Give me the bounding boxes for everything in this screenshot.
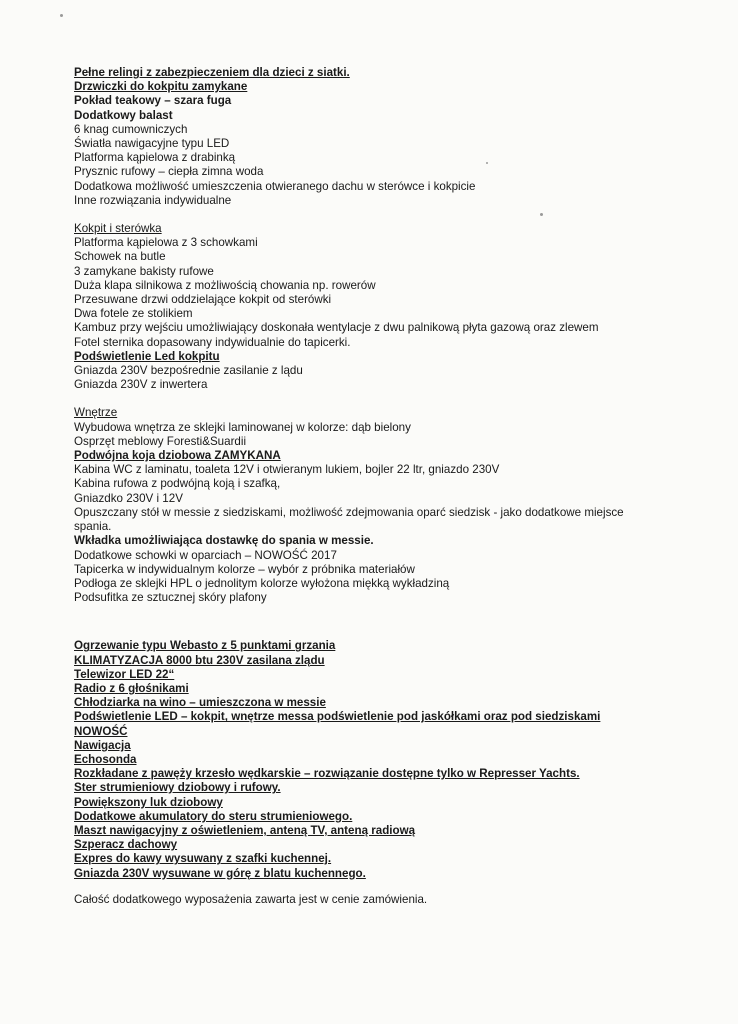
closing-note: Całość dodatkowego wyposażenia zawarta jest w cenie zamówienia. xyxy=(74,892,428,906)
document-line: Drzwiczki do kokpitu zamykane xyxy=(74,80,248,94)
document-line: Chłodziarka na wino – umieszczona w messie xyxy=(74,696,326,710)
document-line: Osprzęt meblowy Foresti&Suardii xyxy=(74,434,247,448)
document-line: Światła nawigacyjne typu LED xyxy=(74,137,230,151)
document-line: Opuszczany stół w messie z siedziskami, możliwość zdejmowania oparć siedzisk - jako dodatkowe miejsce xyxy=(74,505,624,519)
document-line: Szperacz dachowy xyxy=(74,838,178,852)
extras-list xyxy=(74,639,694,880)
document-line: Prysznic rufowy – ciepła zimna woda xyxy=(74,165,264,179)
document-line: Podświetlenie Led kokpitu xyxy=(74,349,220,363)
document-line: Echosonda xyxy=(74,752,137,766)
document-line: Gniazda 230V bezpośrednie zasilanie z lądu xyxy=(74,364,303,378)
document-line: Podświetlenie LED – kokpit, wnętrze messa podświetlenie pod jaskółkami oraz pod siedziskami xyxy=(74,710,601,724)
document-line: Nawigacja xyxy=(74,738,131,752)
document-line: 6 knag cumowniczych xyxy=(74,122,188,136)
document-line: Fotel sternika dopasowany indywidualnie do tapicerki. xyxy=(74,335,351,349)
document-line: Schowek na butle xyxy=(74,250,166,264)
document-line: Dodatkowy balast xyxy=(74,108,173,122)
document-line: Dwa fotele ze stolikiem xyxy=(74,307,193,321)
document-line: Kabina WC z laminatu, toaleta 12V i otwieranym lukiem, bojler 22 ltr, gniazdo 230V xyxy=(74,463,500,477)
interior-section-list xyxy=(74,421,694,606)
equipment-top-list xyxy=(74,66,694,208)
document-line: spania. xyxy=(74,520,112,534)
interior-section-heading: Wnętrze xyxy=(74,406,118,420)
document-line: NOWOŚĆ xyxy=(74,724,128,738)
document-line: Podsufitka ze sztucznej skóry plafony xyxy=(74,591,267,605)
document-line: Expres do kawy wysuwany z szafki kuchennej. xyxy=(74,852,332,866)
document-line: Duża klapa silnikowa z możliwością chowania np. rowerów xyxy=(74,278,376,292)
document-line: Gniazdko 230V i 12V xyxy=(74,491,183,505)
document-line: Radio z 6 głośnikami xyxy=(74,681,189,695)
document-line: Kambuz przy wejściu umożliwiający doskonała wentylacje z dwu palnikową płyta gazową oraz zlewem xyxy=(74,321,599,335)
cockpit-section-list xyxy=(74,236,694,392)
document-line: Tapicerka w indywidualnym kolorze – wybór z próbnika materiałów xyxy=(74,562,415,576)
document-line: Platforma kąpielowa z drabinką xyxy=(74,151,236,165)
document-line: Podłoga ze sklejki HPL o jednolitym kolorze wyłożona miękką wykładziną xyxy=(74,576,450,590)
document-line: Wybudowa wnętrza ze sklejki laminowanej w kolorze: dąb bielony xyxy=(74,420,411,434)
document-line: Przesuwane drzwi oddzielające kokpit od sterówki xyxy=(74,293,332,307)
document-line: Maszt nawigacyjny z oświetleniem, anteną TV, anteną radiową xyxy=(74,823,416,837)
document-line: Podwójna koja dziobowa ZAMYKANA xyxy=(74,449,281,463)
document-line: Dodatkowe schowki w oparciach – NOWOŚĆ 2017 xyxy=(74,548,337,562)
document-line: Rozkładane z pawęży krzesło wędkarskie – rozwiązanie dostępne tylko w Represser Yachts. xyxy=(74,767,580,781)
document-line: Gniazda 230V wysuwane w górę z blatu kuchennego. xyxy=(74,866,366,880)
document-line: Ogrzewanie typu Webasto z 5 punktami grzania xyxy=(74,639,336,653)
document-line: Telewizor LED 22“ xyxy=(74,667,175,681)
document-line: Inne rozwiązania indywidualne xyxy=(74,193,232,207)
document-line: Kabina rufowa z podwójną koją i szafką, xyxy=(74,477,281,491)
document-line: Dodatkowa możliwość umieszczenia otwieranego dachu w sterówce i kokpicie xyxy=(74,179,476,193)
document-content xyxy=(74,66,694,907)
document-line: 3 zamykane bakisty rufowe xyxy=(74,264,214,278)
document-line: Platforma kąpielowa z 3 schowkami xyxy=(74,236,258,250)
document-line: Pełne relingi z zabezpieczeniem dla dzieci z siatki. xyxy=(74,66,350,79)
cockpit-section-heading: Kokpit i sterówka xyxy=(74,222,162,236)
document-line: Dodatkowe akumulatory do steru strumieniowego. xyxy=(74,809,353,823)
document-line: KLIMATYZACJA 8000 btu 230V zasilana zlądu xyxy=(74,653,325,667)
document-line: Gniazda 230V z inwertera xyxy=(74,378,208,392)
document-line: Wkładka umożliwiająca dostawkę do spania w messie. xyxy=(74,534,374,548)
document-line: Pokład teakowy – szara fuga xyxy=(74,94,232,108)
document-line: Ster strumieniowy dziobowy i rufowy. xyxy=(74,781,281,795)
document-line: Powiększony luk dziobowy xyxy=(74,795,223,809)
scan-speck xyxy=(60,14,63,17)
